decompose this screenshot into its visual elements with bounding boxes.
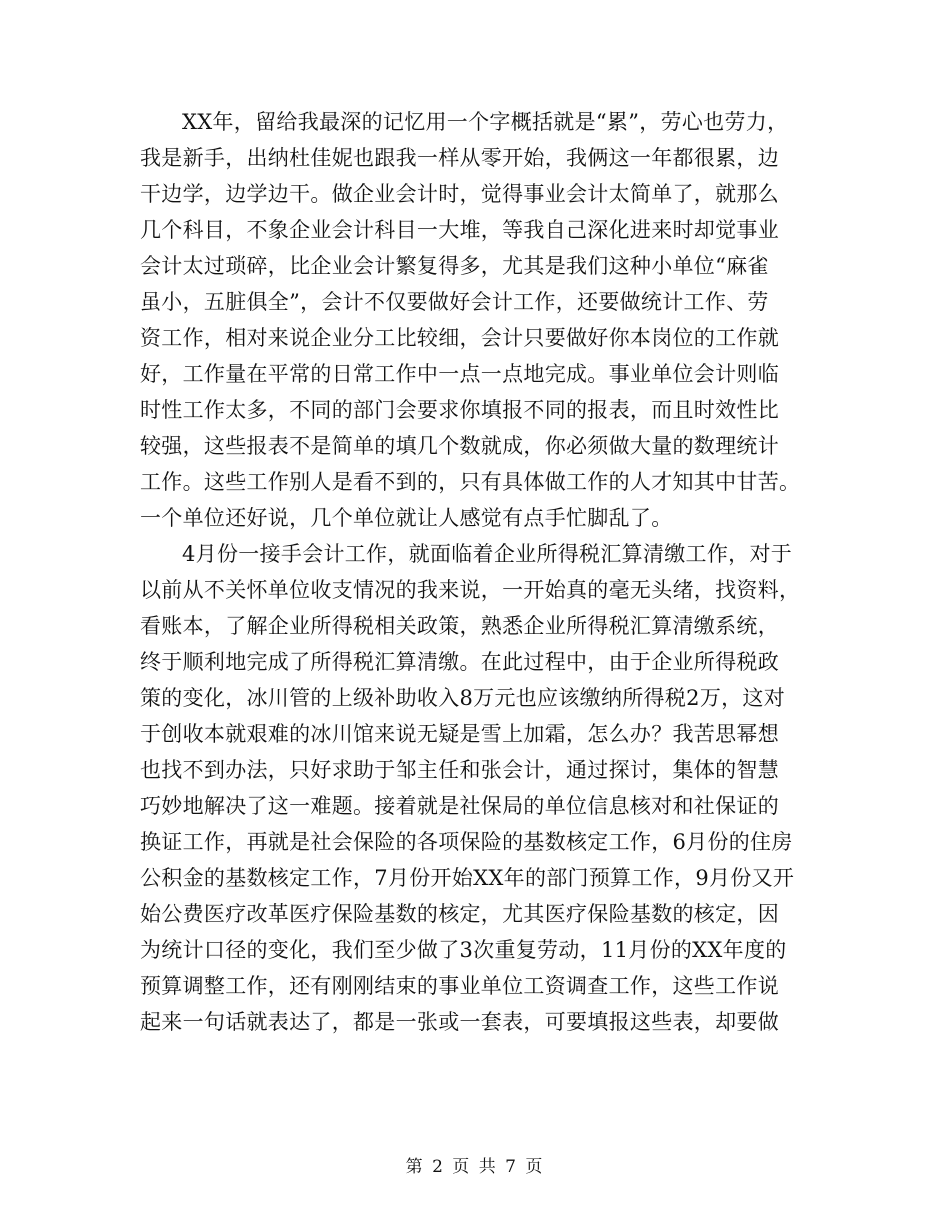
text-line: 资工作，相对来说企业分工比较细，会计只要做好你本岗位的工作就 xyxy=(140,326,779,350)
text-line: 终于顺利地完成了所得税汇算清缴。在此过程中，由于企业所得税政 xyxy=(140,650,779,674)
text-line: 会计太过琐碎，比企业会计繁复得多，尤其是我们这种小单位“麻雀 xyxy=(140,254,769,278)
page-number-footer: 第 2 页 共 7 页 xyxy=(405,1157,545,1177)
text-line: 4月份一接手会计工作，就面临着企业所得税汇算清缴工作，对于 xyxy=(182,542,793,566)
text-line: 始公费医疗改革医疗保险基数的核定，尤其医疗保险基数的核定，因 xyxy=(140,902,779,926)
text-line: 看账本，了解企业所得税相关政策，熟悉企业所得税汇算清缴系统， xyxy=(140,614,779,638)
text-line: 几个科目，不象企业会计科目一大堆，等我自己深化进来时却觉事业 xyxy=(140,218,779,242)
text-line: 以前从不关怀单位收支情况的我来说，一开始真的毫无头绪，找资料， xyxy=(140,578,801,602)
text-line: 干边学，边学边干。做企业会计时，觉得事业会计太简单了，就那么 xyxy=(140,182,779,206)
text-line: 起来一句话就表达了，都是一张或一套表，可要填报这些表，却要做 xyxy=(140,1010,779,1034)
text-line: 换证工作，再就是社会保险的各项保险的基数核定工作，6月份的住房 xyxy=(140,830,793,854)
text-line: 一个单位还好说，几个单位就让人感觉有点手忙脚乱了。 xyxy=(140,506,673,530)
text-line: 较强，这些报表不是简单的填几个数就成，你必须做大量的数理统计 xyxy=(140,434,779,458)
text-line: 时性工作太多，不同的部门会要求你填报不同的报表，而且时效性比 xyxy=(140,398,779,422)
text-line: 于创收本就艰难的冰川馆来说无疑是雪上加霜，怎么办？我苦思幂想 xyxy=(140,722,779,746)
text-line: 策的变化，冰川管的上级补助收入8万元也应该缴纳所得税2万，这对 xyxy=(140,686,786,710)
text-line: 为统计口径的变化，我们至少做了3次重复劳动，11月份的XX年度的 xyxy=(140,938,787,962)
text-line: 好，工作量在平常的日常工作中一点一点地完成。事业单位会计则临 xyxy=(140,362,779,386)
text-line: 工作。这些工作别人是看不到的，只有具体做工作的人才知其中甘苦。 xyxy=(140,470,801,494)
text-line: 虽小，五脏俱全”，会计不仅要做好会计工作，还要做统计工作、劳 xyxy=(140,290,769,314)
text-line: 也找不到办法，只好求助于邹主任和张会计，通过探讨，集体的智慧 xyxy=(140,758,779,782)
text-line: 巧妙地解决了这一难题。接着就是社保局的单位信息核对和社保证的 xyxy=(140,794,779,818)
text-line: 我是新手，出纳杜佳妮也跟我一样从零开始，我俩这一年都很累，边 xyxy=(140,146,779,170)
text-line: 预算调整工作，还有刚刚结束的事业单位工资调查工作，这些工作说 xyxy=(140,974,779,998)
text-line: XX年，留给我最深的记忆用一个字概括就是“累”，劳心也劳力， xyxy=(182,110,789,134)
text-line: 公积金的基数核定工作，7月份开始XX年的部门预算工作，9月份又开 xyxy=(140,866,795,890)
